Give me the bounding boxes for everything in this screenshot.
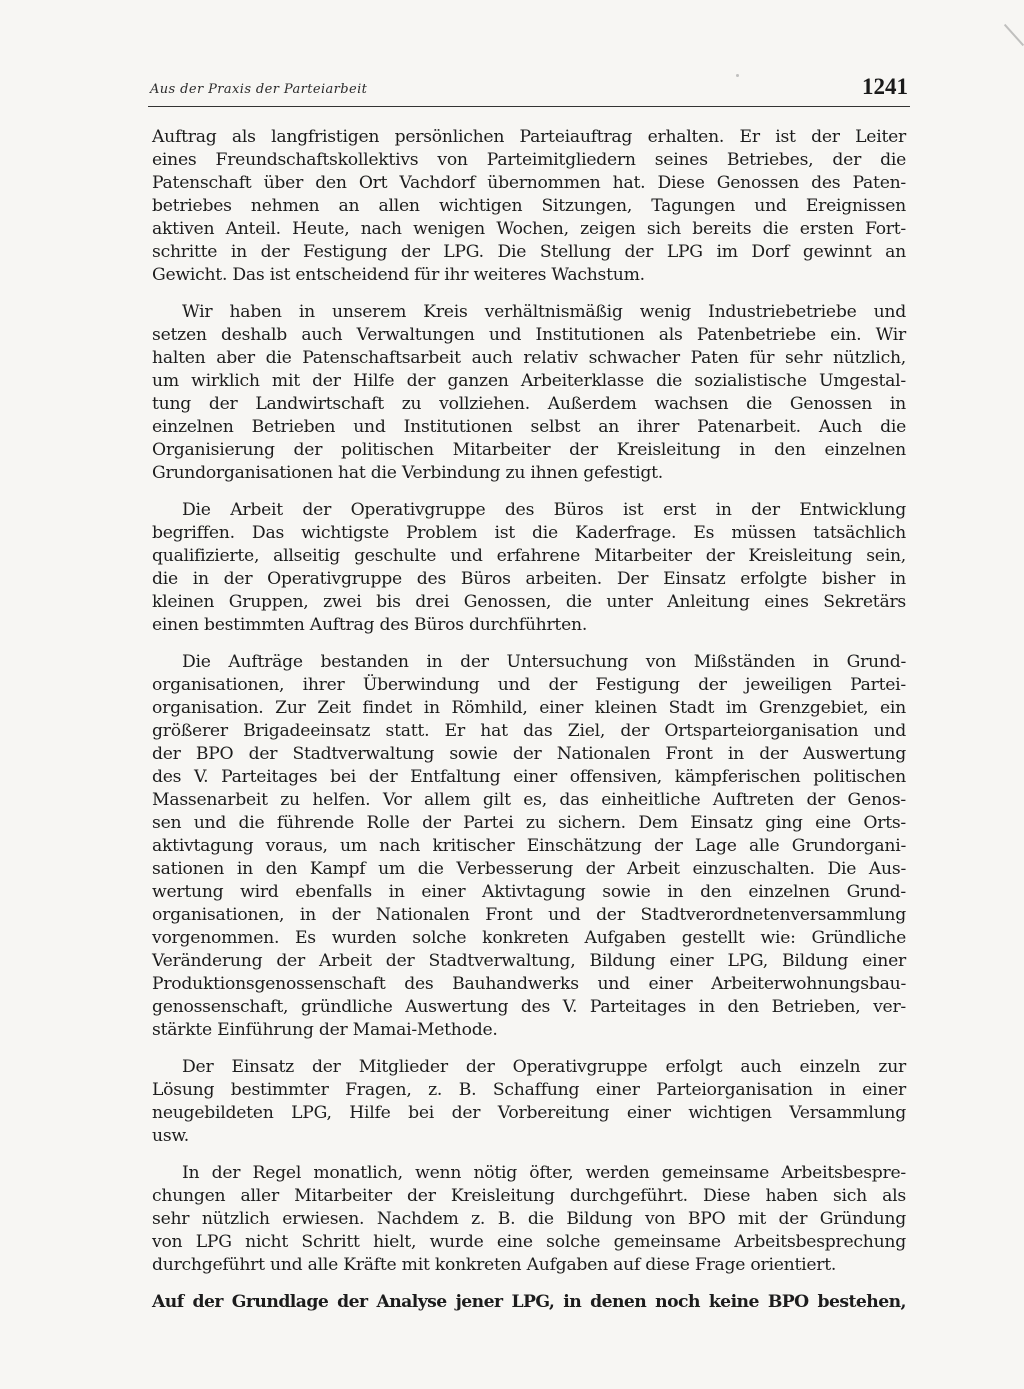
text-line: einen bestimmten Auftrag des Büros durchführten. xyxy=(152,615,588,635)
text-line: eines Freundschaftskollektivs von Parteimitgliedern seines Betriebes, der die xyxy=(152,150,906,170)
text-line: Wir haben in unserem Kreis verhältnismäßig wenig Industriebetriebe und xyxy=(182,302,906,322)
text-line: Veränderung der Arbeit der Stadtverwaltung, Bildung einer LPG, Bildung einer xyxy=(152,951,906,971)
text-line: Die Arbeit der Operativgruppe des Büros ist erst in der Entwicklung xyxy=(182,500,906,520)
text-line: sen und die führende Rolle der Partei zu sichern. Dem Einsatz ging eine Orts- xyxy=(152,813,906,833)
scan-mark xyxy=(1004,24,1024,46)
paragraph xyxy=(152,499,906,637)
body-text xyxy=(152,126,906,1328)
paragraph xyxy=(152,1056,906,1148)
page-header xyxy=(150,70,908,110)
text-line: Der Einsatz der Mitglieder der Operativgruppe erfolgt auch einzeln zur xyxy=(182,1057,906,1077)
text-line: usw. xyxy=(152,1126,190,1146)
paragraph xyxy=(152,651,906,1042)
text-line: des V. Parteitages bei der Entfaltung einer offensiven, kämpferischen politischen xyxy=(152,767,906,787)
text-line: Organisierung der politischen Mitarbeiter der Kreisleitung in den einzelnen xyxy=(152,440,906,460)
text-line: genossenschaft, gründliche Auswertung des V. Parteitages in den Betrieben, ver- xyxy=(152,997,906,1017)
paragraph xyxy=(152,1291,906,1314)
text-line: Auf der Grundlage der Analyse jener LPG, in denen noch keine BPO bestehen, xyxy=(152,1292,906,1312)
text-line: aktivtagung voraus, um nach kritischer Einschätzung der Lage alle Grundorgani- xyxy=(152,836,906,856)
text-line: Patenschaft über den Ort Vachdorf übernommen hat. Diese Genossen des Paten- xyxy=(152,173,906,193)
running-head: Aus der Praxis der Parteiarbeit xyxy=(150,82,368,97)
text-line: sationen in den Kampf um die Verbesserung der Arbeit einzuschalten. Die Aus- xyxy=(152,859,906,879)
header-rule xyxy=(148,106,910,107)
text-line: betriebes nehmen an allen wichtigen Sitzungen, Tagungen und Ereignissen xyxy=(152,196,906,216)
paragraph xyxy=(152,126,906,287)
text-line: sehr nützlich erwiesen. Nachdem z. B. die Bildung von BPO mit der Gründung xyxy=(152,1209,906,1229)
text-line: stärkte Einführung der Mamai-Methode. xyxy=(152,1020,498,1040)
paragraph xyxy=(152,301,906,485)
text-line: Die Aufträge bestanden in der Untersuchung von Mißständen in Grund- xyxy=(182,652,906,672)
text-line: Lösung bestimmter Fragen, z. B. Schaffung einer Parteiorganisation in einer xyxy=(152,1080,906,1100)
text-line: organisationen, ihrer Überwindung und der Festigung der jeweiligen Partei- xyxy=(152,675,906,695)
text-line: vorgenommen. Es wurden solche konkreten Aufgaben gestellt wie: Gründliche xyxy=(152,928,906,948)
text-line: begriffen. Das wichtigste Problem ist die Kaderfrage. Es müssen tatsächlich xyxy=(152,523,906,543)
text-line: Massenarbeit zu helfen. Vor allem gilt es, das einheitliche Auftreten der Genos- xyxy=(152,790,906,810)
page-number: 1241 xyxy=(862,74,908,99)
text-line: qualifizierte, allseitig geschulte und erfahrene Mitarbeiter der Kreisleitung sein, xyxy=(152,546,906,566)
text-line: einzelnen Betrieben und Institutionen selbst an ihrer Patenarbeit. Auch die xyxy=(152,417,906,437)
text-line: wertung wird ebenfalls in einer Aktivtagung sowie in den einzelnen Grund- xyxy=(152,882,906,902)
text-line: chungen aller Mitarbeiter der Kreisleitung durchgeführt. Diese haben sich als xyxy=(152,1186,906,1206)
text-line: Grundorganisationen hat die Verbindung zu ihnen gefestigt. xyxy=(152,463,664,483)
text-line: der BPO der Stadtverwaltung sowie der Nationalen Front in der Auswertung xyxy=(152,744,906,764)
text-line: schritte in der Festigung der LPG. Die Stellung der LPG im Dorf gewinnt an xyxy=(152,242,906,262)
text-line: halten aber die Patenschaftsarbeit auch relativ schwacher Paten für sehr nützlich, xyxy=(152,348,906,368)
text-line: In der Regel monatlich, wenn nötig öfter, werden gemeinsame Arbeitsbespre- xyxy=(182,1163,906,1183)
text-line: Auftrag als langfristigen persönlichen Parteiauftrag erhalten. Er ist der Leiter xyxy=(152,127,906,147)
text-line: aktiven Anteil. Heute, nach wenigen Wochen, zeigen sich bereits die ersten Fort- xyxy=(152,219,906,239)
text-line: von LPG nicht Schritt hielt, wurde eine solche gemeinsame Arbeitsbesprechung xyxy=(152,1232,906,1252)
text-line: Gewicht. Das ist entscheidend für ihr weiteres Wachstum. xyxy=(152,265,645,285)
text-line: tung der Landwirtschaft zu vollziehen. Außerdem wachsen die Genossen in xyxy=(152,394,906,414)
text-line: um wirklich mit der Hilfe der ganzen Arbeiterklasse die sozialistische Umgestal- xyxy=(152,371,906,391)
text-line: neugebildeten LPG, Hilfe bei der Vorbereitung einer wichtigen Versammlung xyxy=(152,1103,906,1123)
text-line: Produktionsgenossenschaft des Bauhandwerks und einer Arbeiterwohnungsbau- xyxy=(152,974,906,994)
paragraph xyxy=(152,1162,906,1277)
text-line: kleinen Gruppen, zwei bis drei Genossen, die unter Anleitung eines Sekretärs xyxy=(152,592,906,612)
text-line: setzen deshalb auch Verwaltungen und Institutionen als Patenbetriebe ein. Wir xyxy=(152,325,906,345)
text-line: die in der Operativgruppe des Büros arbeiten. Der Einsatz erfolgte bisher in xyxy=(152,569,906,589)
text-line: organisationen, in der Nationalen Front und der Stadtverordnetenversammlung xyxy=(152,905,906,925)
text-line: größerer Brigadeeinsatz statt. Er hat das Ziel, der Ortsparteiorganisation und xyxy=(152,721,906,741)
text-line: durchgeführt und alle Kräfte mit konkreten Aufgaben auf diese Frage orientiert. xyxy=(152,1255,837,1275)
text-line: organisation. Zur Zeit findet in Römhild, einer kleinen Stadt im Grenzgebiet, ein xyxy=(152,698,906,718)
